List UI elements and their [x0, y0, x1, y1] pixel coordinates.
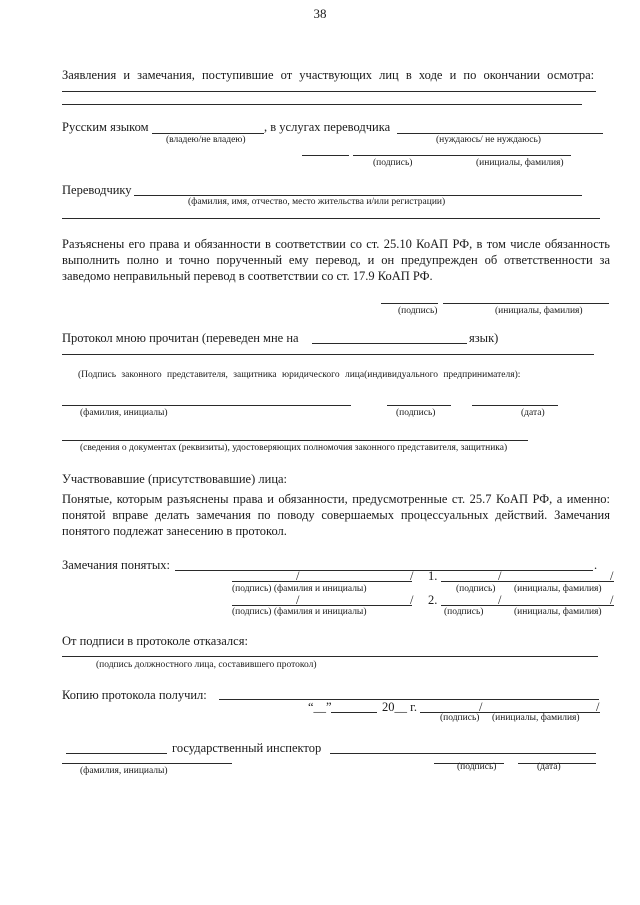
remarks-period: . [594, 558, 598, 572]
documents-hint: (сведения о документах (реквизиты), удостоверяющих полномочия законного представителя, защитника) [80, 443, 508, 453]
initials-surname-hint: (инициалы, фамилия) [476, 158, 564, 168]
signature-hint: (подпись) [456, 584, 496, 594]
statements-line-2[interactable] [62, 104, 582, 105]
translator-need-field[interactable] [397, 133, 603, 134]
official-signature-hint: (подпись должностного лица, составившего протокол) [96, 660, 317, 670]
witness-1-left-field[interactable] [232, 581, 412, 582]
translator-details-hint: (фамилия, имя, отчество, место жительства и/или регистрации) [188, 197, 446, 207]
slash: / [596, 700, 600, 714]
date-year: 20__ г. [382, 700, 417, 714]
inspector-rank-field[interactable] [66, 753, 167, 754]
documents-field[interactable] [62, 440, 528, 441]
witness-2-left-field[interactable] [232, 605, 412, 606]
slash: / [410, 569, 414, 583]
rights-paragraph: Разъяснены его права и обязанности в соответствии со ст. 25.10 КоАП РФ, в том числе обязанность выполнить полно и точно порученный ему перевод, и он предупрежден об ответственности за заведомо неправильный перевод в соответствии со ст. 17.9 КоАП РФ. [62, 237, 610, 283]
signature-hint: (подпись) [444, 607, 484, 617]
signature-hint: (подпись) [457, 762, 497, 772]
signature-hint: (подпись) [373, 158, 413, 168]
slash: / [498, 569, 502, 583]
slash: / [296, 593, 300, 607]
representative-date-field[interactable] [472, 405, 558, 406]
translator-name-field[interactable] [353, 155, 571, 156]
refused-label: От подписи в протоколе отказался: [62, 634, 248, 648]
translator-signature-field[interactable] [302, 155, 349, 156]
slash: / [410, 593, 414, 607]
initials-surname-hint: (инициалы, фамилия) [514, 607, 602, 617]
russian-language-hint: (владею/не владею) [166, 135, 246, 145]
surname-initials-hint: (фамилия, инициалы) [80, 408, 168, 418]
date-hint: (дата) [537, 762, 561, 772]
rights-signature-field[interactable] [381, 303, 438, 304]
russian-language-label: Русским языком [62, 120, 149, 134]
slash: / [479, 700, 483, 714]
protocol-read-line[interactable] [62, 354, 594, 355]
witness-2-number: 2. [428, 593, 438, 607]
witness-1-number: 1. [428, 569, 438, 583]
slash: / [610, 593, 614, 607]
witness-remarks-label: Замечания понятых: [62, 558, 171, 572]
inspector-label: государственный инспектор [172, 741, 322, 755]
statements-heading: Заявления и замечания, поступившие от участвующих лиц в ходе и по окончании осмотра: [62, 68, 595, 82]
initials-surname-hint: (инициалы, фамилия) [492, 713, 580, 723]
witness-remarks-field[interactable] [175, 570, 593, 571]
signature-hint: (подпись) [396, 408, 436, 418]
slash: / [610, 569, 614, 583]
sig-name-hint: (подпись) (фамилия и инициалы) [232, 584, 367, 594]
sig-name-hint: (подпись) (фамилия и инициалы) [232, 607, 367, 617]
inspector-surname-field[interactable] [62, 763, 232, 764]
translator-services-label: , в услугах переводчика [264, 120, 391, 134]
translator-label: Переводчику [62, 183, 132, 197]
protocol-read-label: Протокол мною прочитан (переведен мне на [62, 331, 299, 345]
representative-signature-field[interactable] [387, 405, 451, 406]
translator-need-hint: (нуждаюсь/ не нуждаюсь) [436, 135, 541, 145]
inspector-name-field[interactable] [330, 753, 596, 754]
representative-name-field[interactable] [62, 405, 351, 406]
date-day-quote: “__” [308, 700, 332, 714]
surname-initials-hint: (фамилия, инициалы) [80, 766, 168, 776]
translator-details-field[interactable] [134, 195, 582, 196]
slash: / [296, 569, 300, 583]
witnesses-paragraph: Понятые, которым разъяснены права и обязанности, предусмотренные ст. 25.7 КоАП РФ, а именно: понятой вправе делать замечания по поводу совершаемых процессуальных действий. Замечания понятого подлежат занесению в протокол. [62, 492, 610, 538]
participants-heading: Участвовавшие (присутствовавшие) лица: [62, 472, 288, 486]
language-suffix: язык) [469, 331, 499, 345]
page-number: 38 [313, 6, 327, 21]
signature-hint: (подпись) [398, 306, 438, 316]
language-field[interactable] [312, 343, 467, 344]
statements-line-1[interactable] [62, 91, 596, 92]
russian-language-field[interactable] [152, 133, 264, 134]
slash: / [498, 593, 502, 607]
witness-2-right-field[interactable] [441, 605, 614, 606]
date-month-field[interactable] [331, 712, 377, 713]
witness-1-right-field[interactable] [441, 581, 614, 582]
translator-details-line-2[interactable] [62, 218, 600, 219]
representative-signature-label: (Подпись законного представителя, защитника юридического лица(индивидуального предпринимателя): [78, 370, 521, 380]
rights-name-field[interactable] [443, 303, 609, 304]
signature-hint: (подпись) [440, 713, 480, 723]
official-signature-field[interactable] [62, 656, 598, 657]
initials-surname-hint: (инициалы, фамилия) [495, 306, 583, 316]
initials-surname-hint: (инициалы, фамилия) [514, 584, 602, 594]
date-hint: (дата) [521, 408, 545, 418]
copy-received-label: Копию протокола получил: [62, 688, 207, 702]
